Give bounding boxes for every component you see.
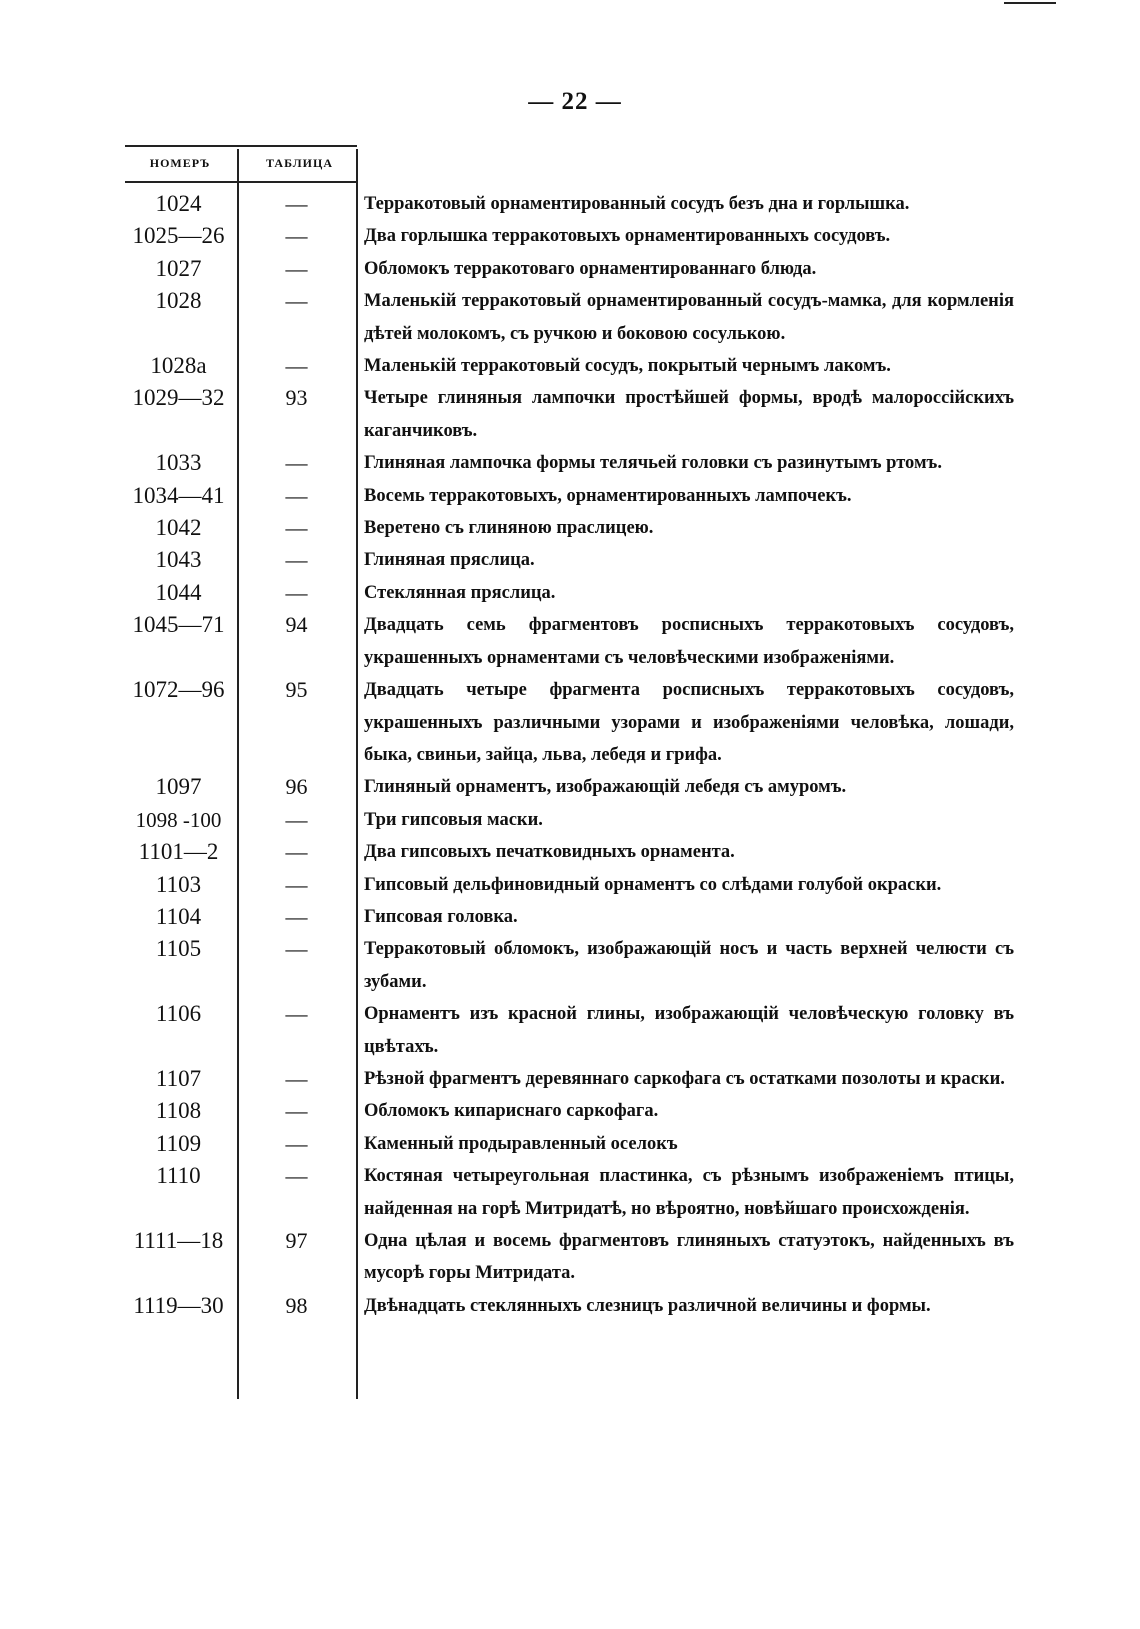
item-number: 1024: [155, 191, 202, 216]
column-header-plate: ТАБЛИЦА: [266, 156, 333, 170]
table-row: [120, 285, 1060, 350]
plate-number: —: [285, 806, 308, 832]
item-number: 1044: [155, 579, 202, 605]
table-row: [120, 869, 1060, 901]
plate-number: —: [285, 450, 308, 476]
plate-number: —: [285, 871, 308, 897]
item-description: Костяная четыреугольная пластинка, съ рѣзнымъ изображеніемъ птицы, найденная на горѣ Митридатѣ, но вѣроятно, новѣйшаго происхожденія.: [364, 1166, 1014, 1219]
item-number: 1108: [155, 1098, 202, 1124]
item-description: Двадцать четыре фрагмента росписныхъ терракотовыхъ сосудовъ, украшенныхъ различными узорами и изображеніями человѣка, лошади, быка, свиньи, зайца, льва, лебедя и грифа.: [364, 680, 1014, 765]
item-description: Два горлышка терракотовыхъ орнаментированныхъ сосудовъ.: [364, 226, 891, 247]
item-description: Обломокъ кипариснаго саркофага.: [364, 1101, 659, 1122]
table-row: [120, 1095, 1060, 1127]
item-description: Глиняная лампочка формы телячьей головки съ разинутымъ ртомъ.: [364, 453, 942, 474]
table-row: [120, 253, 1060, 285]
item-number: 1043: [155, 547, 202, 573]
table-row: [120, 836, 1060, 868]
plate-number: —: [285, 288, 308, 314]
table-row: [120, 933, 1060, 998]
item-number: 1034—41: [132, 482, 225, 508]
item-number: 1110: [156, 1163, 201, 1189]
table-row: [120, 512, 1060, 544]
plate-number: —: [285, 1065, 308, 1091]
item-description: Три гипсовыя маски.: [364, 809, 543, 830]
table-row: [120, 577, 1060, 609]
table-row: [120, 350, 1060, 382]
plate-number: —: [285, 255, 308, 281]
plate-number: —: [285, 1130, 308, 1156]
item-number: 1045—71: [132, 612, 225, 638]
item-description: Терракотовый орнаментированный сосудъ безъ дна и горлышка.: [364, 194, 910, 214]
item-description: Гипсовый дельфиновидный орнаментъ со слѣдами голубой окраски.: [364, 874, 942, 895]
item-number: 1103: [155, 871, 202, 897]
item-number: 1106: [155, 1001, 202, 1027]
item-description: Обломокъ терракотоваго орнаментированнаго блюда.: [364, 258, 817, 279]
item-description: Одна цѣлая и восемь фрагментовъ глиняныхъ статуэтокъ, найденныхъ въ мусорѣ горы Митридата.: [364, 1231, 1014, 1284]
table-row: [120, 771, 1060, 803]
plate-number: —: [285, 515, 308, 541]
table-row: [120, 447, 1060, 479]
item-number: 1028: [155, 288, 202, 314]
header-top-rule: [125, 145, 357, 147]
item-description: Восемь терракотовыхъ, орнаментированныхъ лампочекъ.: [364, 485, 852, 506]
item-number: 1097: [155, 774, 202, 800]
plate-number: —: [285, 353, 308, 379]
table-row: [120, 998, 1060, 1063]
item-description: Орнаментъ изъ красной глины, изображающій человѣческую головку въ цвѣтахъ.: [364, 1004, 1014, 1057]
catalog-rows: [120, 188, 1060, 1322]
column-header-number: НОМЕРЪ: [149, 156, 211, 170]
plate-number: 97: [285, 1228, 308, 1253]
plate-number: —: [285, 1098, 308, 1124]
plate-number: 94: [285, 612, 308, 638]
item-number: 1111—18: [133, 1228, 224, 1253]
item-description: Гипсовая головка.: [364, 906, 518, 927]
item-number: 1028a: [150, 353, 207, 379]
item-number: 1101—2: [138, 839, 219, 865]
item-description: Терракотовый обломокъ, изображающій носъ и часть верхней челюсти съ зубами.: [364, 939, 1014, 992]
item-number: 1029—32: [132, 385, 225, 411]
table-row: [120, 1160, 1060, 1225]
plate-number: —: [285, 839, 308, 865]
item-number: 1098 -100: [135, 807, 222, 832]
plate-number: —: [285, 191, 308, 216]
table-row: [120, 480, 1060, 512]
plate-number: —: [285, 936, 308, 962]
item-number: 1105: [155, 936, 202, 962]
table-row: [120, 1225, 1060, 1290]
plate-number: —: [285, 223, 308, 249]
item-description: Глиняная пряслица.: [364, 550, 535, 571]
plate-number: —: [285, 579, 308, 605]
item-number: 1104: [155, 903, 202, 929]
item-description: Каменный продыравленный оселокъ: [364, 1133, 678, 1154]
item-number: 1072—96: [132, 677, 225, 703]
page-number: — 22 —: [528, 88, 622, 115]
table-row: [120, 220, 1060, 252]
table-row: [120, 674, 1060, 771]
plate-number: —: [285, 1163, 308, 1189]
item-description: Четыре глиняныя лампочки простѣйшей формы, вродѣ малороссійскихъ каганчиковъ.: [364, 388, 1014, 441]
plate-number: 93: [285, 385, 308, 411]
item-description: Маленькій терракотовый сосудъ, покрытый чернымъ лакомъ.: [364, 356, 891, 377]
item-description: Два гипсовыхъ печатковидныхъ орнамента.: [364, 842, 735, 863]
header-bottom-rule: [125, 181, 357, 183]
item-number: 1025—26: [132, 223, 225, 249]
item-description: Стеклянная пряслица.: [364, 582, 556, 603]
plate-number: —: [285, 482, 308, 508]
table-row: [120, 382, 1060, 447]
table-row: [120, 1290, 1060, 1322]
item-number: 1033: [155, 450, 202, 476]
plate-number: —: [285, 547, 308, 573]
item-number: 1042: [155, 515, 202, 541]
plate-number: 96: [285, 774, 308, 800]
table-row: [120, 901, 1060, 933]
item-description: Маленькій терракотовый орнаментированный сосудъ-мамка, для кормленія дѣтей молокомъ, съ ручкою и боковою сосулькою.: [364, 291, 1014, 344]
item-description: Веретено съ глиняною праслицею.: [364, 518, 654, 539]
item-description: Глиняный орнаментъ, изображающій лебедя съ амуромъ.: [364, 777, 847, 798]
item-number: 1119—30: [133, 1292, 224, 1318]
table-row: [120, 804, 1060, 836]
plate-number: —: [285, 903, 308, 929]
item-description: Двадцать семь фрагментовъ росписныхъ терракотовыхъ сосудовъ, украшенныхъ орнаментами съ человѣческими изображеніями.: [364, 615, 1014, 668]
item-number: 1027: [155, 255, 202, 281]
table-row: [120, 1128, 1060, 1160]
item-number: 1109: [155, 1130, 202, 1156]
plate-number: —: [285, 1001, 308, 1027]
table-row: [120, 609, 1060, 674]
page-edge-mark: [1004, 2, 1056, 4]
item-number: 1107: [155, 1065, 202, 1091]
item-description: Рѣзной фрагментъ деревяннаго саркофага съ остатками позолоты и краски.: [364, 1068, 1005, 1089]
table-row: [120, 1063, 1060, 1095]
item-description: Двѣнадцать стеклянныхъ слезницъ различной величины и формы.: [364, 1295, 931, 1316]
table-row: [120, 188, 1060, 220]
table-row: [120, 544, 1060, 576]
plate-number: 98: [285, 1292, 308, 1318]
plate-number: 95: [285, 677, 308, 703]
